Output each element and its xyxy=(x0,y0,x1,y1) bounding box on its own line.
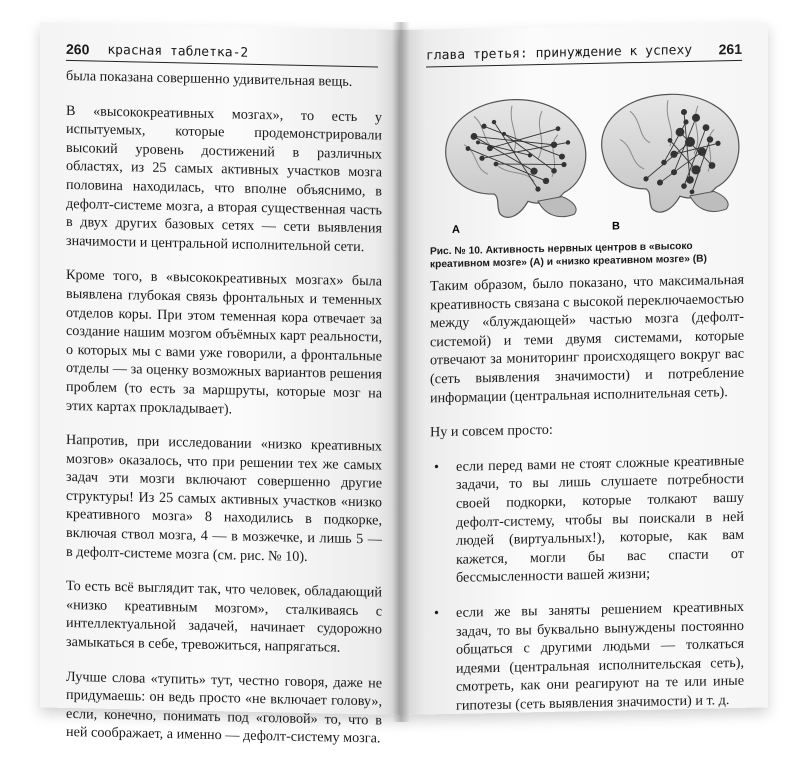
paragraph: Лучше слова «тупить» тут, честно говоря, даже не придумаешь: он ведь просто «не включает голову», если, конечно, понимать под «головой» то, что в ней соображает, а именно — дефолт-систему мозга. xyxy=(66,668,382,747)
figure-caption: Рис. № 10. Активность нервных центров в «высоко креативном мозге» (А) и «низко креативном мозге» (В) xyxy=(430,240,707,271)
brain-a-label: A xyxy=(452,223,460,236)
left-running-header xyxy=(66,35,378,68)
right-running-head: глава третья: принуждение к успеху xyxy=(426,42,693,64)
list-item-text: если перед вами не стоят сложные креативные задачи, то вы лишь слушаете потребности своей подкорки, которые толкают вашу дефолт-систему, чтобы вы поискали в ней людей (виртуальных!), которые, как вам кажется, могли бы вас спасти от бессмысленности вашей жизни; xyxy=(456,452,744,587)
bullet-marker: • xyxy=(434,605,439,622)
list-item-text: если же вы заняты решением креативных задач, то вы буквально вынуждены постоянно общаться с другими людьми — толкаться идеями (центральная исполнительская сеть), смотреть, как они реагируют на те или иные гипотезы (сеть выявления значимости) и т. д. xyxy=(456,598,744,714)
left-body-text xyxy=(66,67,382,765)
brain-b-label: B xyxy=(612,220,620,233)
book-spine-gutter xyxy=(392,22,410,722)
bullet-marker: • xyxy=(434,458,439,476)
right-running-header xyxy=(426,35,742,68)
paragraph: была показана совершенно удивительная вещь. xyxy=(66,67,353,90)
right-page-number: 261 xyxy=(718,40,742,58)
paragraph: Таким образом, было показано, что максимальная креативность связана с высокой переключаемостью между «блуждающей» частью мозга (дефолт-системой) и теми двумя системами, которые отвечают за мониторинг происходящего вокруг вас (сеть выявления значимости) и потребление информации (центральная исполнительная сеть). xyxy=(430,271,745,406)
right-body-text xyxy=(430,271,744,732)
right-page xyxy=(400,22,768,715)
brain-a-illustration xyxy=(446,98,586,219)
paragraph: То есть всё выглядит так, что человек, обладающий «низко креативным мозгом», сталкиваясь с интеллектуальной задачей, начинает судорожно замыкаться в себе, тревожиться, напрягаться. xyxy=(66,578,382,656)
list-item xyxy=(430,598,744,716)
brain-activity-figure xyxy=(434,81,744,237)
bullet-list xyxy=(430,452,744,716)
left-running-head: красная таблетка-2 xyxy=(107,42,249,61)
paragraph: Напротив, при исследовании «низко креативных мозгов» оказалось, что при решении тех же самых задач эти мозги включают совершенно другие структуры! Из 25 самых активных участков «низко креативного мозга» 8 находились в подкорке, включая ствол мозга, 4 — в мозжечке, и лишь 5 — в дефолт-системе мозга (см. рис. № 10). xyxy=(66,432,382,565)
paragraph: В «высококреативных мозгах», то есть у испытуемых, которые продемонстрировали высокий уровень достижений в различных областях, из 25 самых активных участков мозга половина находилась, что вполне объяснимо, в дефолт-системе мозга, а вторая существенная часть в двух других базовых сетях — сети выявления значимости и центральной исполнительной сети. xyxy=(66,102,382,255)
brain-b-illustration xyxy=(602,93,739,214)
left-page-number: 260 xyxy=(66,40,90,58)
left-page xyxy=(40,22,404,747)
paragraph: Кроме того, в «высококреативных мозгах» была выявлена глубокая связь фронтальных и теменных отделов коры. При этом теменная кора отвечает за создание нашим мозгом объёмных карт реальности, о которых мы с вами уже говорили, а фронтальные отделы — за оценку возможных вариантов решения проблем (то есть за маршруты, которые мозг на этих картах прокладывает). xyxy=(66,267,382,417)
list-item xyxy=(430,452,744,589)
paragraph: Ну и совсем просто: xyxy=(430,421,553,441)
